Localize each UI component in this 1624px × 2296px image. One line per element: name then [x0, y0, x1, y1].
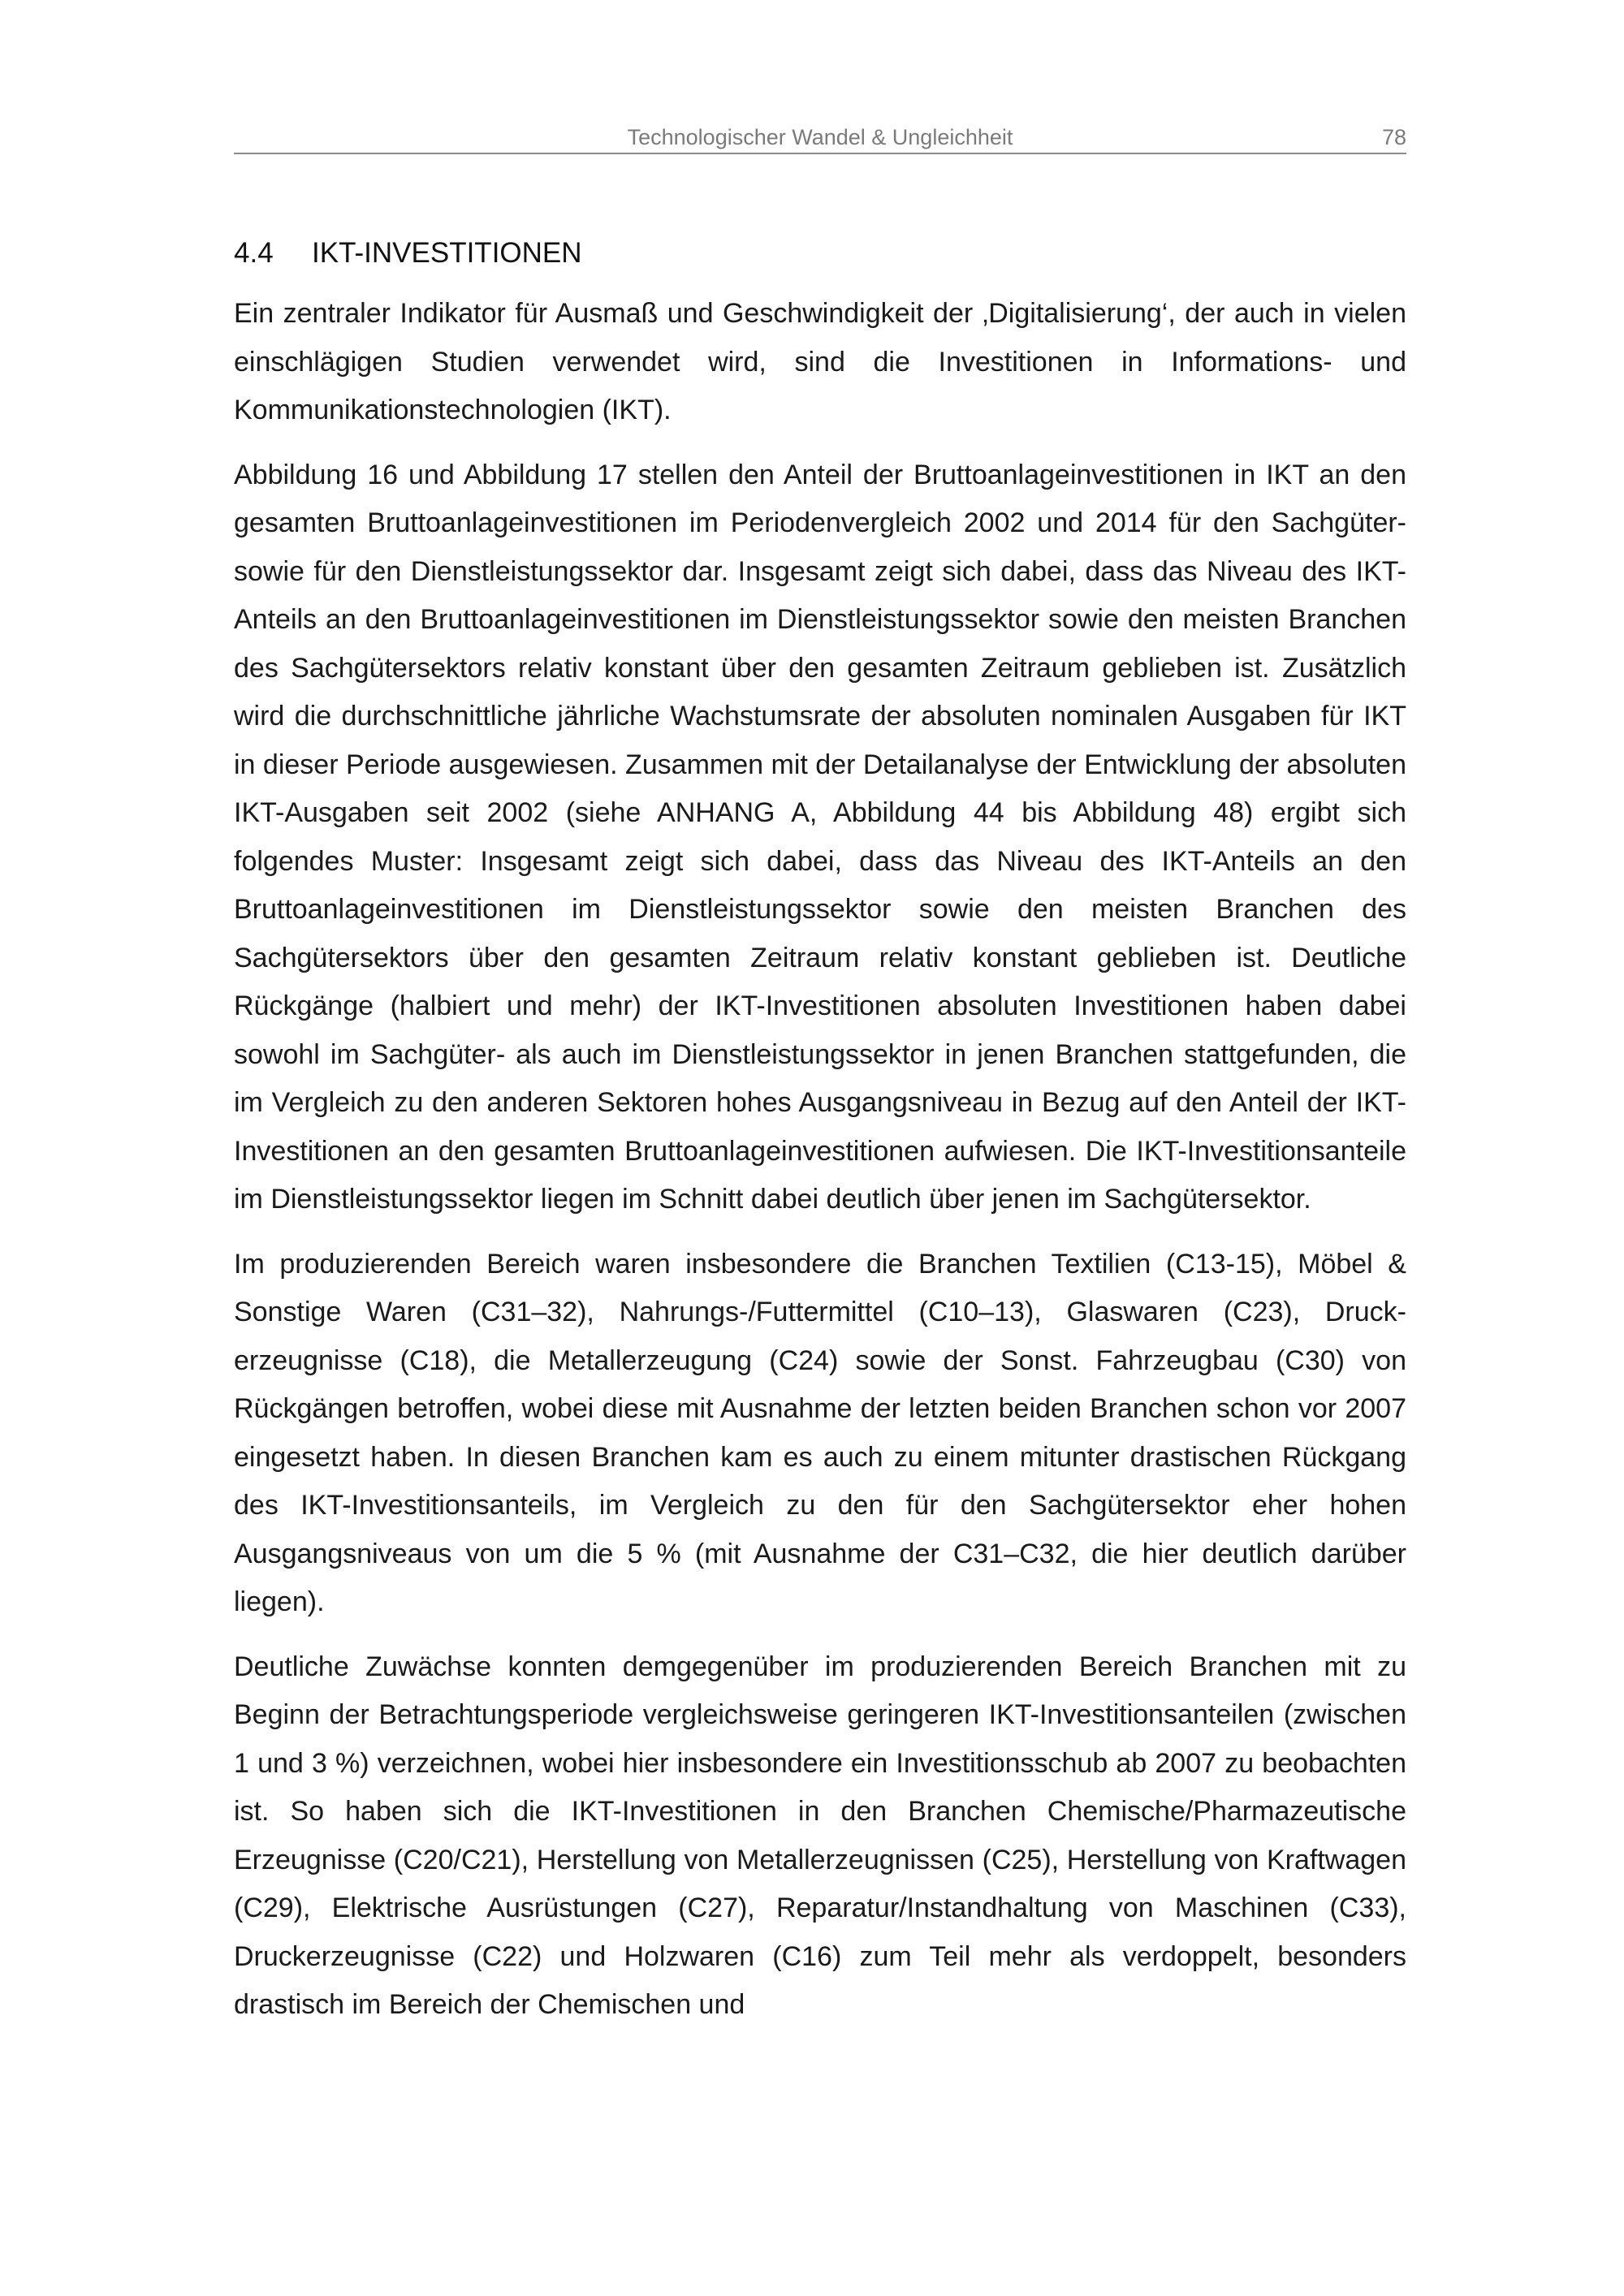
page-number: 78 — [1381, 125, 1406, 149]
paragraph-production-declines: Im produzierenden Bereich waren insbesondere die Branchen Textilien (C13-15), Möbel & Sonstige Waren (C31–32), Nahrungs-/Futtermittel (C10–13), Glaswaren (C23), Druckerzeugnisse (C18), die Metallerzeugung (C24) sowie der Sonst. Fahrzeugbau (C30) von Rückgängen betroffen, wobei diese mit Ausnahme der letzten beiden Branchen schon vor 2007 eingesetzt haben. In diesen Branchen kam es auch zu einem mitunter drastischen Rückgang des IKT-Investitionsanteils, im Vergleich zu den für den Sachgütersektor eher hohen Ausgangsniveaus von um die 5 % (mit Ausnahme der C31–C32, die hier deutlich darüber liegen). — [234, 1248, 1406, 1617]
page-header — [234, 122, 1406, 154]
section-number: 4.4 — [234, 237, 274, 269]
paragraph-intro: Ein zentraler Indikator für Ausmaß und Geschwindigkeit der ‚Digitalisierung‘, der auch in vielen einschlägigen Studien verwendet wird, sind die Investitionen in Informations- und Kommunikationstechnologien (IKT). — [234, 298, 1406, 425]
section-heading — [234, 231, 1406, 275]
running-title: Technologischer Wandel & Ungleichheit — [627, 125, 1013, 149]
page-content — [234, 231, 1406, 2046]
paragraph-production-increases: Deutliche Zuwächse konnten demgegenüber im produzierenden Bereich Branchen mit zu Beginn der Betrachtungsperiode vergleichsweise geringeren IKT-Investitionsanteilen (zwischen 1 und 3 %) verzeichnen, wobei hier insbesondere ein Investitionsschub ab 2007 zu beobachten ist. So haben sich die IKT-Investitionen in den Branchen Chemische/Pharmazeutische Erzeugnisse (C20/C21), Herstellung von Metallerzeugnissen (C25), Herstellung von Kraftwagen (C29), Elektrische Ausrüstungen (C27), Reparatur/Instandhaltung von Maschinen (C33), Druckerzeugnisse (C22) und Holzwaren (C16) zum Teil mehr als verdoppelt, besonders drastisch im Bereich der Chemischen und — [234, 1651, 1406, 2020]
section-title: IKT-INVESTITIONEN — [312, 237, 582, 269]
paragraph-figures-overview: Abbildung 16 und Abbildung 17 stellen den Anteil der Bruttoanlageinvestitionen in IKT an den gesamten Bruttoanlageinvestitionen im Periodenvergleich 2002 und 2014 für den Sachgüter- sowie für den Dienstleistungssektor dar. Insgesamt zeigt sich dabei, dass das Niveau des IKT-Anteils an den Bruttoanlageinvestitionen im Dienstleistungssektor sowie den meisten Branchen des Sachgütersektors relativ konstant über den gesamten Zeitraum geblieben ist. Zusätzlich wird die durchschnittliche jährliche Wachstumsrate der absoluten nominalen Ausgaben für IKT in dieser Periode ausgewiesen. Zusammen mit der Detailanalyse der Entwicklung der absoluten IKT-Ausgaben seit 2002 (siehe ANHANG A, Abbildung 44 bis Abbildung 48) ergibt sich folgendes Muster: Insgesamt zeigt sich dabei, dass das Niveau des IKT-Anteils an den Bruttoanlageinvestitionen im Dienstleistungssektor sowie den meisten Branchen des Sachgütersektors über den gesamten Zeitraum relativ konstant geblieben ist. Deutliche Rückgänge (halbiert und mehr) der IKT-Investitionen absoluten Investitionen haben dabei sowohl im Sachgüter- als auch im Dienstleistungssektor in jenen Branchen stattgefunden, die im Vergleich zu den anderen Sektoren hohes Ausgangsniveau in Bezug auf den Anteil der IKT-Investitionen an den gesamten Bruttoanlageinvestitionen aufwiesen. Die IKT-Investitionsanteile im Dienstleistungssektor liegen im Schnitt dabei deutlich über jenen im Sachgütersektor. — [234, 459, 1406, 1215]
